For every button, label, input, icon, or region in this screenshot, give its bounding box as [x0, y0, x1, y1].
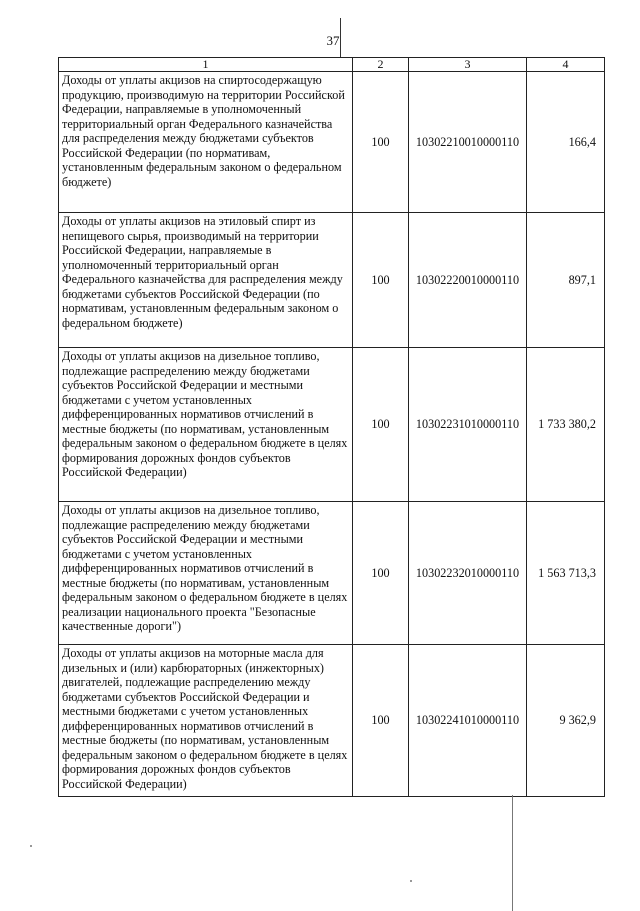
row-amount: 166,4 — [527, 72, 605, 213]
row-budget-code: 10302232010000110 — [409, 502, 527, 645]
row-amount: 897,1 — [527, 213, 605, 348]
revenue-table — [58, 57, 605, 797]
row-description: Доходы от уплаты акцизов на этиловый спирт из непищевого сырья, производимый на территории Российской Федерации, направляемые в уполномоченный территориальный орган Федерального казначейства для распределения между бюджетами субъектов Российской Федерации (по нормативам, установленным федеральным законом о федеральном бюджете) — [59, 213, 353, 348]
page-number: 37 — [326, 33, 340, 48]
row-budget-code: 10302220010000110 — [409, 213, 527, 348]
header-col-1: 1 — [59, 58, 353, 72]
row-amount: 1 563 713,3 — [527, 502, 605, 645]
row-budget-code: 10302210010000110 — [409, 72, 527, 213]
row-admin-code: 100 — [353, 72, 409, 213]
scan-artifact-line — [512, 795, 513, 911]
table-row — [59, 348, 605, 502]
table-row — [59, 72, 605, 213]
row-amount: 9 362,9 — [527, 645, 605, 797]
header-col-2: 2 — [353, 58, 409, 72]
row-budget-code: 10302231010000110 — [409, 348, 527, 502]
table-row — [59, 645, 605, 797]
row-description: Доходы от уплаты акцизов на моторные масла для дизельных и (или) карбюраторных (инжекторных) двигателей, подлежащие распределению между бюджетами субъектов Российской Федерации и местными бюджетами с учетом установленных дифференцированных нормативов отчислений в местные бюджеты (по нормативам, установленным федеральным законом о федеральном бюджете в целях формирования дорожных фондов субъектов Российской Федерации) — [59, 645, 353, 797]
row-admin-code: 100 — [353, 348, 409, 502]
header-col-3: 3 — [409, 58, 527, 72]
table-row — [59, 502, 605, 645]
header-col-4: 4 — [527, 58, 605, 72]
scan-artifact-dot — [410, 880, 412, 882]
table-header-row — [59, 58, 605, 72]
row-amount: 1 733 380,2 — [527, 348, 605, 502]
row-budget-code: 10302241010000110 — [409, 645, 527, 797]
row-description: Доходы от уплаты акцизов на дизельное топливо, подлежащие распределению между бюджетами субъектов Российской Федерации и местными бюджетами с учетом установленных дифференцированных нормативов отчислений в местные бюджеты (по нормативам, установленным федеральным законом о федеральном бюджете в целях формирования дорожных фондов субъектов Российской Федерации) — [59, 348, 353, 502]
row-description: Доходы от уплаты акцизов на дизельное топливо, подлежащие распределению между бюджетами субъектов Российской Федерации и местными бюджетами с учетом установленных дифференцированных нормативов отчислений в местные бюджеты (по нормативам, установленным федеральным законом о федеральном бюджете в целях реализации национального проекта "Безопасные качественные дороги") — [59, 502, 353, 645]
row-description: Доходы от уплаты акцизов на спиртосодержащую продукцию, производимую на территории Российской Федерации, направляемые в уполномоченный территориальный орган Федерального казначейства для распределения между бюджетами субъектов Российской Федерации (по нормативам, установленным федеральным законом о федеральном бюджете) — [59, 72, 353, 213]
row-admin-code: 100 — [353, 502, 409, 645]
row-admin-code: 100 — [353, 645, 409, 797]
scan-artifact-dot — [30, 845, 32, 847]
table-row — [59, 213, 605, 348]
row-admin-code: 100 — [353, 213, 409, 348]
